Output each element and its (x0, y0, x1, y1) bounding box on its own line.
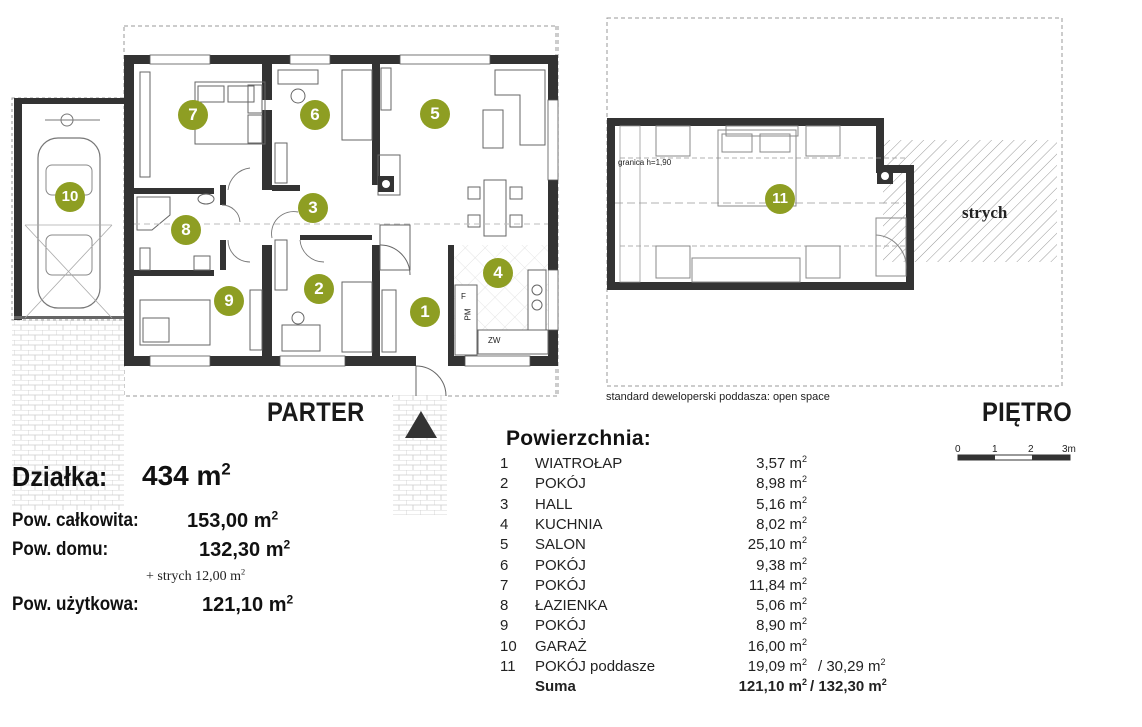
surface-no: 7 (500, 576, 509, 594)
surface-name: WIATROŁAP (535, 455, 623, 472)
house-label: Pow. domu: (12, 539, 109, 560)
surface-area: 5,16 $m^2$ (756, 494, 807, 513)
surface-area-total: / 30,29 $m^2$ (818, 657, 886, 675)
surface-no: 4 (500, 515, 509, 533)
room-7-badge: 7 (178, 100, 208, 130)
room-2-badge: 2 (304, 274, 334, 304)
surface-area: 19,09 $m^2$ (747, 657, 807, 675)
room-8-badge: 8 (171, 215, 201, 245)
surface-area: 25,10 $m^2$ (747, 535, 807, 554)
house-value: 132,30 $m^2$ (199, 537, 291, 561)
surface-no: 6 (500, 556, 509, 574)
dzialka-row (12, 459, 231, 494)
scale-bar (958, 455, 1070, 460)
surface-name: POKÓJ (535, 475, 586, 493)
surface-name: SALON (535, 536, 586, 554)
surface-name: KUCHNIA (535, 515, 603, 533)
surface-no: 5 (500, 536, 509, 554)
surface-area: 9,38 $m^2$ (756, 555, 807, 574)
usable-value: 121,10 $m^2$ (202, 592, 294, 616)
strych-label: strych (962, 203, 1008, 222)
room-11-badge: 11 (765, 184, 795, 214)
surface-name: HALL (535, 495, 573, 513)
surface-no: 11 (500, 658, 516, 675)
scale-0: 0 (955, 444, 961, 455)
surface-area: 16,00 $m^2$ (747, 636, 807, 655)
surface-no: 1 (500, 455, 509, 472)
appliance-zw-label: ZW (488, 336, 501, 345)
room-9-badge: 9 (214, 286, 244, 316)
surface-area: 8,90 $m^2$ (756, 616, 807, 635)
total-row (12, 508, 279, 532)
surface-name: ŁAZIENKA (535, 597, 608, 615)
surface-name: POKÓJ (535, 556, 586, 574)
sum-value-total: / 132,30 $m^2$ (810, 677, 887, 696)
furniture-salon (378, 70, 545, 236)
surfaces-title: Powierzchnia: (506, 427, 652, 450)
attic-note: + strych 12,00 $m^2$ (146, 567, 246, 584)
room-1-badge: 1 (410, 297, 440, 327)
dzialka-label: Działka: (12, 461, 108, 492)
room-4-badge: 4 (483, 258, 513, 288)
appliance-f-label: F (461, 292, 466, 301)
surface-area: 8,02 $m^2$ (756, 514, 807, 533)
room-5-badge: 5 (420, 99, 450, 129)
surface-no: 9 (500, 617, 509, 635)
sum-value: 121,10 $m^2$ (738, 677, 807, 696)
scale-1: 1 (992, 444, 998, 455)
surface-no: 10 (500, 637, 517, 655)
surface-name: POKÓJ (535, 617, 586, 635)
total-label: Pow. całkowita: (12, 510, 139, 531)
surface-no: 8 (500, 597, 509, 615)
surface-no: 2 (500, 475, 509, 493)
room-6-badge: 6 (300, 100, 330, 130)
surface-no: 3 (500, 495, 509, 513)
surface-name: POKÓJ (535, 576, 586, 594)
house-row (12, 537, 291, 561)
parter-title: PARTER (267, 397, 365, 427)
pietro-title: PIĘTRO (982, 397, 1073, 427)
granica-label: granica h=1,90 (618, 158, 672, 167)
surface-area: 11,84 $m^2$ (748, 575, 807, 594)
room-10-badge: 10 (55, 182, 85, 212)
scale-3: 3m (1062, 444, 1076, 455)
surface-area: 5,06 $m^2$ (756, 596, 807, 615)
surface-name: POKÓJ poddasze (535, 658, 656, 675)
standard-note: standard deweloperski poddasza: open space (606, 391, 830, 403)
usable-label: Pow. użytkowa: (12, 594, 139, 615)
surface-area: 8,98 $m^2$ (756, 474, 807, 493)
usable-row (12, 592, 294, 616)
surface-area: 3,57 $m^2$ (756, 454, 807, 472)
total-value: 153,00 $m^2$ (187, 508, 279, 532)
appliance-pm-label: PM (463, 308, 473, 321)
surface-name: GARAŻ (535, 637, 587, 655)
dzialka-value: 434 $m^2$ (142, 459, 231, 491)
scale-2: 2 (1028, 444, 1034, 455)
sum-label: Suma (535, 678, 576, 696)
room-3-badge: 3 (298, 193, 328, 223)
